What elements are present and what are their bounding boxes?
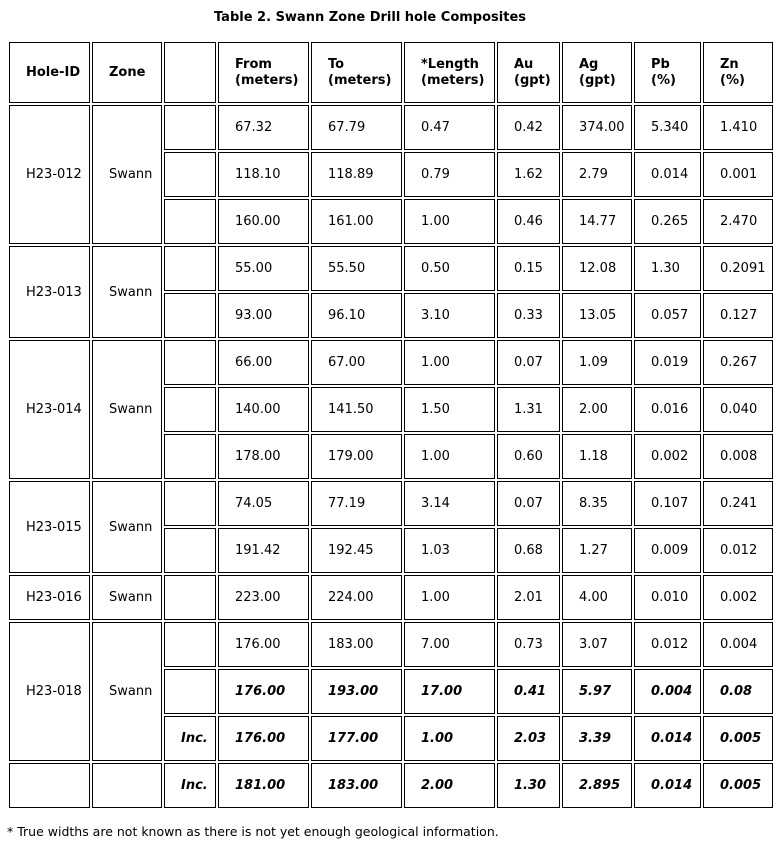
to-cell: 67.00 <box>311 340 402 385</box>
from-cell: 178.00 <box>218 434 309 479</box>
pb-cell: 1.30 <box>634 246 701 291</box>
hole-id-cell: H23-014 <box>9 340 90 479</box>
note-cell <box>164 105 216 150</box>
note-cell <box>164 246 216 291</box>
note-cell <box>164 387 216 432</box>
note-cell: Inc. <box>164 716 216 761</box>
header-row <box>9 42 773 103</box>
pb-cell: 5.340 <box>634 105 701 150</box>
pb-cell: 0.014 <box>634 763 701 808</box>
note-cell <box>164 575 216 620</box>
pb-cell: 0.010 <box>634 575 701 620</box>
pb-cell: 0.002 <box>634 434 701 479</box>
note-cell <box>164 481 216 526</box>
to-cell: 55.50 <box>311 246 402 291</box>
length-cell: 1.00 <box>404 199 495 244</box>
to-cell: 118.89 <box>311 152 402 197</box>
length-cell: 0.50 <box>404 246 495 291</box>
from-cell: 66.00 <box>218 340 309 385</box>
to-cell: 177.00 <box>311 716 402 761</box>
from-cell: 118.10 <box>218 152 309 197</box>
from-cell: 181.00 <box>218 763 309 808</box>
note-cell <box>164 622 216 667</box>
note-cell <box>164 152 216 197</box>
zn-cell: 0.267 <box>703 340 773 385</box>
from-cell: 176.00 <box>218 669 309 714</box>
hole-id-cell: H23-015 <box>9 481 90 573</box>
zn-cell: 0.241 <box>703 481 773 526</box>
pb-cell: 0.012 <box>634 622 701 667</box>
from-cell: 223.00 <box>218 575 309 620</box>
length-cell: 17.00 <box>404 669 495 714</box>
header-length: *Length (meters) <box>404 42 495 103</box>
note-cell <box>164 528 216 573</box>
zn-cell: 0.005 <box>703 716 773 761</box>
pb-cell: 0.265 <box>634 199 701 244</box>
au-cell: 1.62 <box>497 152 560 197</box>
au-cell: 2.03 <box>497 716 560 761</box>
header-au: Au (gpt) <box>497 42 560 103</box>
hole-id-cell: H23-012 <box>9 105 90 244</box>
note-cell <box>164 340 216 385</box>
from-cell: 176.00 <box>218 716 309 761</box>
note-cell <box>164 669 216 714</box>
zn-cell: 0.040 <box>703 387 773 432</box>
note-cell <box>164 199 216 244</box>
length-cell: 2.00 <box>404 763 495 808</box>
zn-cell: 0.2091 <box>703 246 773 291</box>
au-cell: 1.30 <box>497 763 560 808</box>
zn-cell: 0.001 <box>703 152 773 197</box>
ag-cell: 14.77 <box>562 199 632 244</box>
to-cell: 161.00 <box>311 199 402 244</box>
from-cell: 55.00 <box>218 246 309 291</box>
au-cell: 0.07 <box>497 340 560 385</box>
note-cell <box>164 434 216 479</box>
from-cell: 160.00 <box>218 199 309 244</box>
au-cell: 0.60 <box>497 434 560 479</box>
au-cell: 1.31 <box>497 387 560 432</box>
length-cell: 3.14 <box>404 481 495 526</box>
to-cell: 96.10 <box>311 293 402 338</box>
pb-cell: 0.004 <box>634 669 701 714</box>
length-cell: 1.50 <box>404 387 495 432</box>
ag-cell: 1.09 <box>562 340 632 385</box>
ag-cell: 1.18 <box>562 434 632 479</box>
to-cell: 224.00 <box>311 575 402 620</box>
to-cell: 179.00 <box>311 434 402 479</box>
au-cell: 0.68 <box>497 528 560 573</box>
note-cell: Inc. <box>164 763 216 808</box>
to-cell: 141.50 <box>311 387 402 432</box>
zone-cell: Swann <box>92 105 162 244</box>
hole-id-cell <box>9 763 90 808</box>
hole-id-cell: H23-013 <box>9 246 90 338</box>
hole-id-cell: H23-018 <box>9 622 90 761</box>
table-title: Table 2. Swann Zone Drill hole Composites <box>213 10 526 25</box>
zn-cell: 0.005 <box>703 763 773 808</box>
zn-cell: 1.410 <box>703 105 773 150</box>
hole-id-cell: H23-016 <box>9 575 90 620</box>
au-cell: 0.15 <box>497 246 560 291</box>
to-cell: 183.00 <box>311 622 402 667</box>
footnote: * True widths are not known as there is not yet enough geological information. <box>7 824 499 839</box>
to-cell: 192.45 <box>311 528 402 573</box>
zn-cell: 0.012 <box>703 528 773 573</box>
table-row <box>9 246 773 291</box>
length-cell: 1.00 <box>404 575 495 620</box>
header-zone: Zone <box>92 42 162 103</box>
length-cell: 1.03 <box>404 528 495 573</box>
from-cell: 93.00 <box>218 293 309 338</box>
au-cell: 0.73 <box>497 622 560 667</box>
to-cell: 77.19 <box>311 481 402 526</box>
zone-cell: Swann <box>92 575 162 620</box>
zn-cell: 0.127 <box>703 293 773 338</box>
ag-cell: 5.97 <box>562 669 632 714</box>
length-cell: 7.00 <box>404 622 495 667</box>
length-cell: 0.79 <box>404 152 495 197</box>
length-cell: 3.10 <box>404 293 495 338</box>
zn-cell: 0.004 <box>703 622 773 667</box>
pb-cell: 0.009 <box>634 528 701 573</box>
header-hole-id: Hole-ID <box>9 42 90 103</box>
au-cell: 0.07 <box>497 481 560 526</box>
header-from: From (meters) <box>218 42 309 103</box>
au-cell: 0.41 <box>497 669 560 714</box>
pb-cell: 0.019 <box>634 340 701 385</box>
table-row <box>9 105 773 150</box>
table-row <box>9 622 773 667</box>
to-cell: 67.79 <box>311 105 402 150</box>
ag-cell: 374.00 <box>562 105 632 150</box>
zone-cell: Swann <box>92 622 162 761</box>
header-blank <box>164 42 216 103</box>
au-cell: 0.42 <box>497 105 560 150</box>
length-cell: 1.00 <box>404 340 495 385</box>
ag-cell: 2.79 <box>562 152 632 197</box>
ag-cell: 2.895 <box>562 763 632 808</box>
ag-cell: 8.35 <box>562 481 632 526</box>
table-row <box>9 763 773 808</box>
from-cell: 67.32 <box>218 105 309 150</box>
pb-cell: 0.057 <box>634 293 701 338</box>
zn-cell: 2.470 <box>703 199 773 244</box>
table-row <box>9 481 773 526</box>
to-cell: 193.00 <box>311 669 402 714</box>
ag-cell: 3.39 <box>562 716 632 761</box>
au-cell: 2.01 <box>497 575 560 620</box>
ag-cell: 2.00 <box>562 387 632 432</box>
ag-cell: 12.08 <box>562 246 632 291</box>
pb-cell: 0.016 <box>634 387 701 432</box>
note-cell <box>164 293 216 338</box>
ag-cell: 3.07 <box>562 622 632 667</box>
to-cell: 183.00 <box>311 763 402 808</box>
zone-cell <box>92 763 162 808</box>
zone-cell: Swann <box>92 481 162 573</box>
au-cell: 0.33 <box>497 293 560 338</box>
zone-cell: Swann <box>92 246 162 338</box>
length-cell: 0.47 <box>404 105 495 150</box>
ag-cell: 4.00 <box>562 575 632 620</box>
from-cell: 191.42 <box>218 528 309 573</box>
table-row <box>9 575 773 620</box>
header-pb: Pb (%) <box>634 42 701 103</box>
length-cell: 1.00 <box>404 716 495 761</box>
from-cell: 176.00 <box>218 622 309 667</box>
pb-cell: 0.014 <box>634 716 701 761</box>
ag-cell: 13.05 <box>562 293 632 338</box>
pb-cell: 0.107 <box>634 481 701 526</box>
table-row <box>9 340 773 385</box>
drill-composites-table <box>7 40 775 810</box>
header-ag: Ag (gpt) <box>562 42 632 103</box>
zn-cell: 0.002 <box>703 575 773 620</box>
pb-cell: 0.014 <box>634 152 701 197</box>
from-cell: 140.00 <box>218 387 309 432</box>
zn-cell: 0.08 <box>703 669 773 714</box>
au-cell: 0.46 <box>497 199 560 244</box>
header-zn: Zn (%) <box>703 42 773 103</box>
length-cell: 1.00 <box>404 434 495 479</box>
header-to: To (meters) <box>311 42 402 103</box>
zone-cell: Swann <box>92 340 162 479</box>
zn-cell: 0.008 <box>703 434 773 479</box>
from-cell: 74.05 <box>218 481 309 526</box>
ag-cell: 1.27 <box>562 528 632 573</box>
